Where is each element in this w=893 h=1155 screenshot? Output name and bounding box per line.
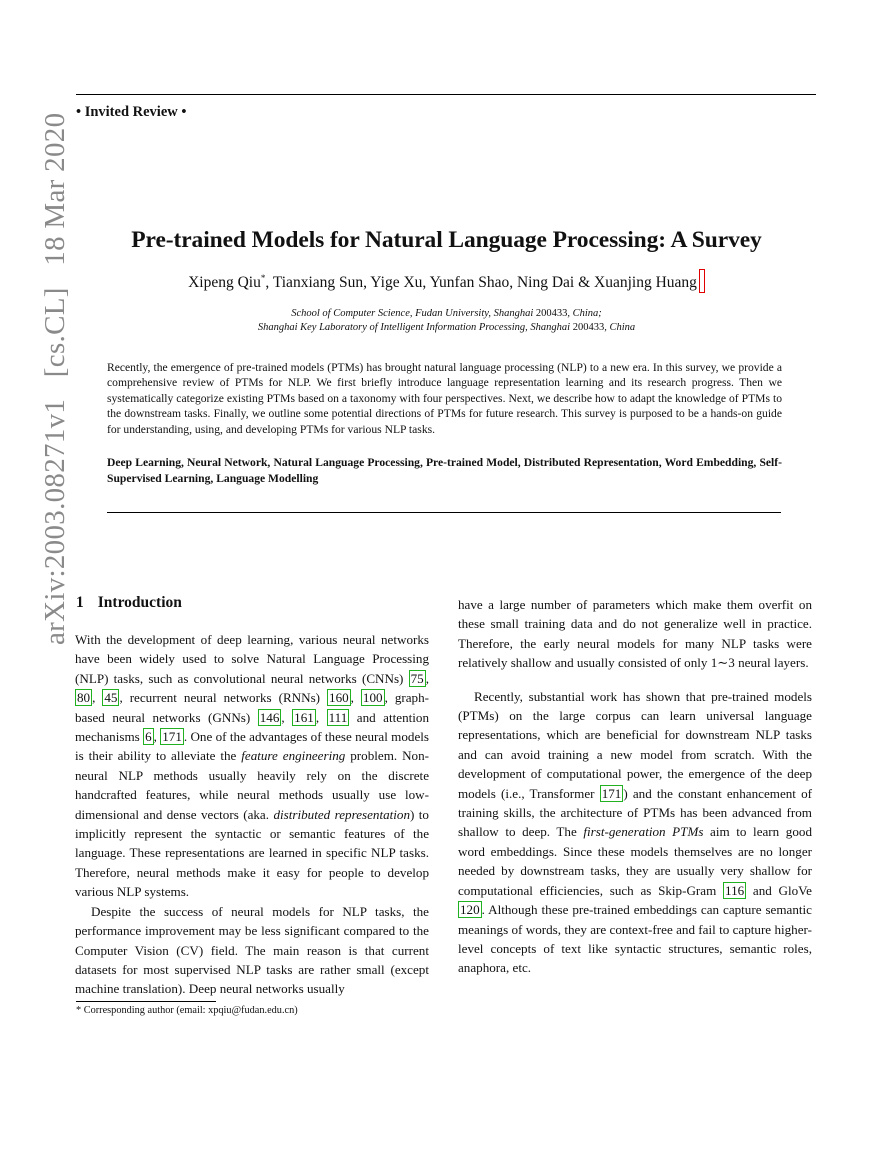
citation-link[interactable]: 120 [460,902,480,918]
footnote-rule [76,1001,216,1002]
keywords: Deep Learning, Neural Network, Natural Language Processing, Pre-trained Model, Distributed Representation, Word Embedding, Self-Supervised Learning, Language Modelling [107,456,782,485]
header-rule [76,94,816,95]
arxiv-id: arXiv:2003.08271v1 [39,398,71,645]
corresponding-mark: * [260,273,266,283]
paragraph: Despite the success of neural models for NLP tasks, the performance improvement may be less significant compared to the Computer Vision (CV) field. The main reason is that current datasets for most supervised NLP tasks are rather small (except machine translation). Deep neural networks usually [75,903,429,997]
citation-link[interactable]: 116 [725,882,745,898]
citation-link[interactable]: 6 [145,729,152,745]
section-number: 1 [76,594,84,611]
footnote: * Corresponding author (email: xpqiu@fudan.edu.cn) [76,1005,298,1016]
citation-link[interactable]: 111 [328,709,348,725]
citation-link[interactable]: 171 [601,785,622,801]
citation-link[interactable]: 146 [259,709,280,725]
arxiv-stamp [39,99,72,645]
paragraph: have a large number of parameters which make them overfit on these small training data and do not generalize well in practice. Therefore, the early neural models for many NLP tasks were relatively shallow and usually consisted of only 1∼3 neural layers. [458,597,812,671]
section-heading [76,594,182,612]
arxiv-date: 18 Mar 2020 [39,112,71,266]
citation-link[interactable]: 160 [329,690,349,706]
author-first: Xipeng Qiu [188,274,261,291]
left-column [75,630,429,999]
author-list [0,269,893,293]
right-column [458,595,812,978]
citation-link[interactable]: 100 [362,690,383,706]
arxiv-category: [cs.CL] [39,287,71,378]
running-head: • Invited Review • [76,104,187,120]
citation-link[interactable]: 161 [294,709,314,725]
section-title: Introduction [97,594,182,611]
affiliation-1: School of Computer Science, Fudan University, Shanghai 200433, China; [291,308,602,319]
affiliation-2: Shanghai Key Laboratory of Intelligent Information Processing, Shanghai 200433, China [257,322,636,333]
abstract: Recently, the emergence of pre-trained models (PTMs) has brought natural language processing (NLP) to a new era. In this survey, we provide a comprehensive review of PTMs for NLP. We first briefly introduce language representation learning and its research progress. Then we systematically categorize existing PTMs based on a taxonomy with four perspectives. Next, we describe how to adapt the knowledge of PTMs to the downstream tasks. Finally, we outline some potential directions of PTMs for future research. This survey is purposed to be a hands-on guide for understanding, using, and developing PTMs for various NLP tasks. [107,361,782,436]
citation-link[interactable]: 45 [104,690,118,706]
citation-link[interactable]: 75 [410,670,424,686]
citation-link[interactable]: 80 [77,690,91,706]
author-rest: , Tianxiang Sun, Yige Xu, Yunfan Shao, Ning Dai & Xuanjing Huang [265,274,697,291]
paper-title: Pre-trained Models for Natural Language Processing: A Survey [131,227,762,253]
citation-link[interactable]: 171 [162,729,182,745]
paragraph: With the development of deep learning, various neural networks have been widely used to solve Natural Language Processing (NLP) tasks, such as convolutional neural networks (CNNs) 75 , 80 , 45 , recurrent neural networks (RNNs) 160 , 100 , graph-based neural networks (GNNs) 146 , 161 , 111 and attention mechanisms 6 , 171 . One of the advantages of these neural models is their ability to alleviate the feature engineering problem. Non-neural NLP methods usually heavily rely on the discrete handcrafted features, while neural methods usually use low-dimensional and dense vectors (aka. distributed representation) to implicitly represent the syntactic or semantic features of the language. These representations are learned in specific NLP tasks. Therefore, neural methods make it easy for people to develop various NLP systems. [75,632,429,900]
paragraph: Recently, substantial work has shown that pre-trained models (PTMs) on the large corpus can learn universal language representations, which are beneficial for downstream NLP tasks and can avoid training a new model from scratch. With the development of computational power, the emergence of the deep models (i.e., Transformer 171 ) and the constant enhancement of training skills, the architecture of PTMs has been advanced from shallow to deep. The first-generation PTMs aim to learn good word embeddings. Since these models themselves are no longer needed by downstream tasks, they are usually very shallow for computational efficiencies, such as Skip-Gram 116 and GloVe 120 . Although these pre-trained embeddings can capture semantic meanings of words, they are context-free and fail to capture higher-level concepts of text like syntactic structures, semantic roles, anaphora, etc. [458,688,813,976]
orcid-link-icon[interactable] [699,269,705,293]
abstract-rule [107,512,781,513]
